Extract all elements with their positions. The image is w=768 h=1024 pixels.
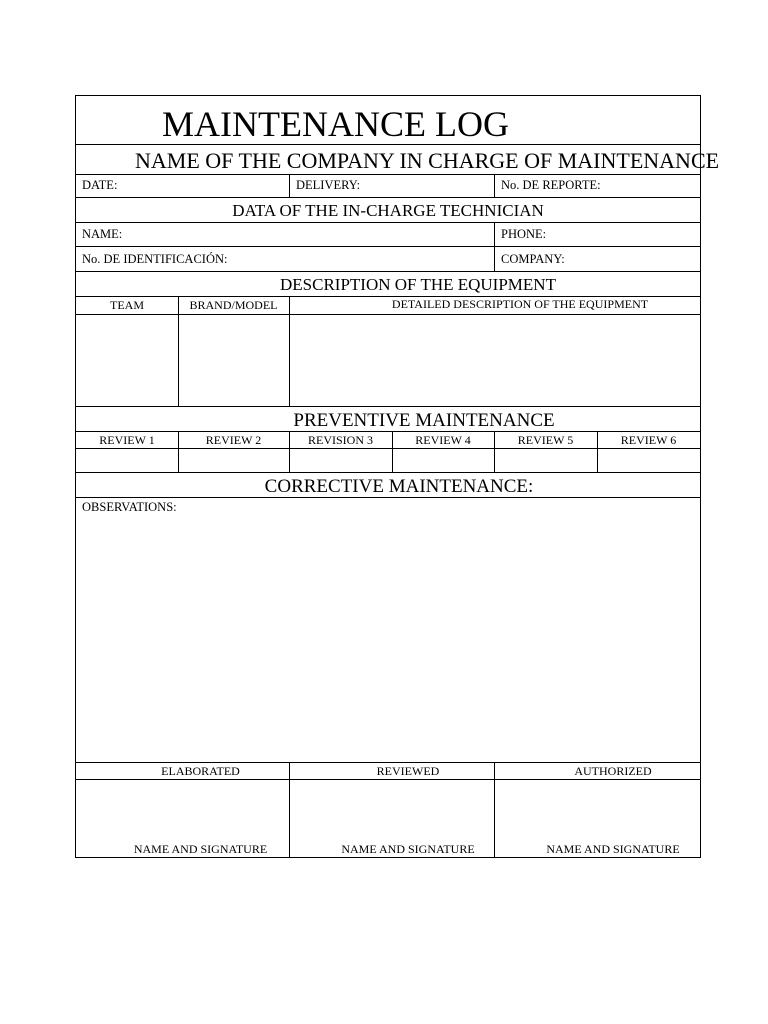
- revision-3-header: REVISION 3: [308, 433, 373, 447]
- delivery-label: DELIVERY:: [296, 178, 361, 192]
- rule: [76, 174, 700, 175]
- review-5-header: REVIEW 5: [517, 433, 574, 447]
- rule: [76, 246, 700, 247]
- preventive-heading: PREVENTIVE MAINTENANCE: [293, 410, 555, 431]
- reviewed-signature-line: NAME AND SIGNATURE: [341, 842, 475, 856]
- authorized-header: AUTHORIZED: [574, 764, 652, 778]
- rule: [76, 762, 700, 763]
- rule: [76, 197, 700, 198]
- rule: [76, 144, 700, 145]
- rule: [494, 222, 495, 271]
- company-heading: NAME OF THE COMPANY IN CHARGE OF MAINTENANCE: [135, 148, 720, 173]
- date-label: DATE:: [82, 178, 118, 192]
- rule: [76, 472, 700, 473]
- equipment-heading: DESCRIPTION OF THE EQUIPMENT: [280, 275, 556, 294]
- rule: [76, 779, 700, 780]
- equipment-col-brand-model: BRAND/MODEL: [189, 298, 278, 312]
- rule: [289, 296, 290, 406]
- elaborated-signature-line: NAME AND SIGNATURE: [133, 842, 268, 856]
- maintenance-log-form: [75, 95, 720, 858]
- rule: [76, 314, 700, 315]
- technician-name-label: NAME:: [82, 227, 123, 241]
- review-2-header: REVIEW 2: [205, 433, 262, 447]
- rule: [76, 222, 700, 223]
- reviewed-header: REVIEWED: [376, 764, 440, 778]
- equipment-col-description: DETAILED DESCRIPTION OF THE EQUIPMENT: [391, 297, 649, 311]
- rule: [494, 174, 495, 197]
- technician-id-label: No. DE IDENTIFICACIÓN:: [82, 252, 228, 266]
- page-title: MAINTENANCE LOG: [162, 104, 509, 144]
- equipment-col-team: TEAM: [110, 298, 144, 312]
- rule: [76, 448, 700, 449]
- review-1-header: REVIEW 1: [99, 433, 155, 447]
- observations-label: OBSERVATIONS:: [82, 500, 177, 514]
- elaborated-header: ELABORATED: [161, 764, 240, 778]
- rule: [178, 296, 179, 406]
- report-number-label: No. DE REPORTE:: [501, 178, 601, 192]
- rule: [289, 174, 290, 197]
- rule: [76, 431, 700, 432]
- technician-company-label: COMPANY:: [501, 252, 565, 266]
- corrective-heading: CORRECTIVE MAINTENANCE:: [264, 476, 534, 497]
- review-6-header: REVIEW 6: [620, 433, 677, 447]
- rule: [76, 271, 700, 272]
- rule: [76, 406, 700, 407]
- technician-phone-label: PHONE:: [501, 227, 547, 241]
- authorized-signature-line: NAME AND SIGNATURE: [546, 842, 680, 856]
- review-4-header: REVIEW 4: [415, 433, 471, 447]
- rule: [76, 497, 700, 498]
- technician-heading: DATA OF THE IN-CHARGE TECHNICIAN: [232, 201, 544, 220]
